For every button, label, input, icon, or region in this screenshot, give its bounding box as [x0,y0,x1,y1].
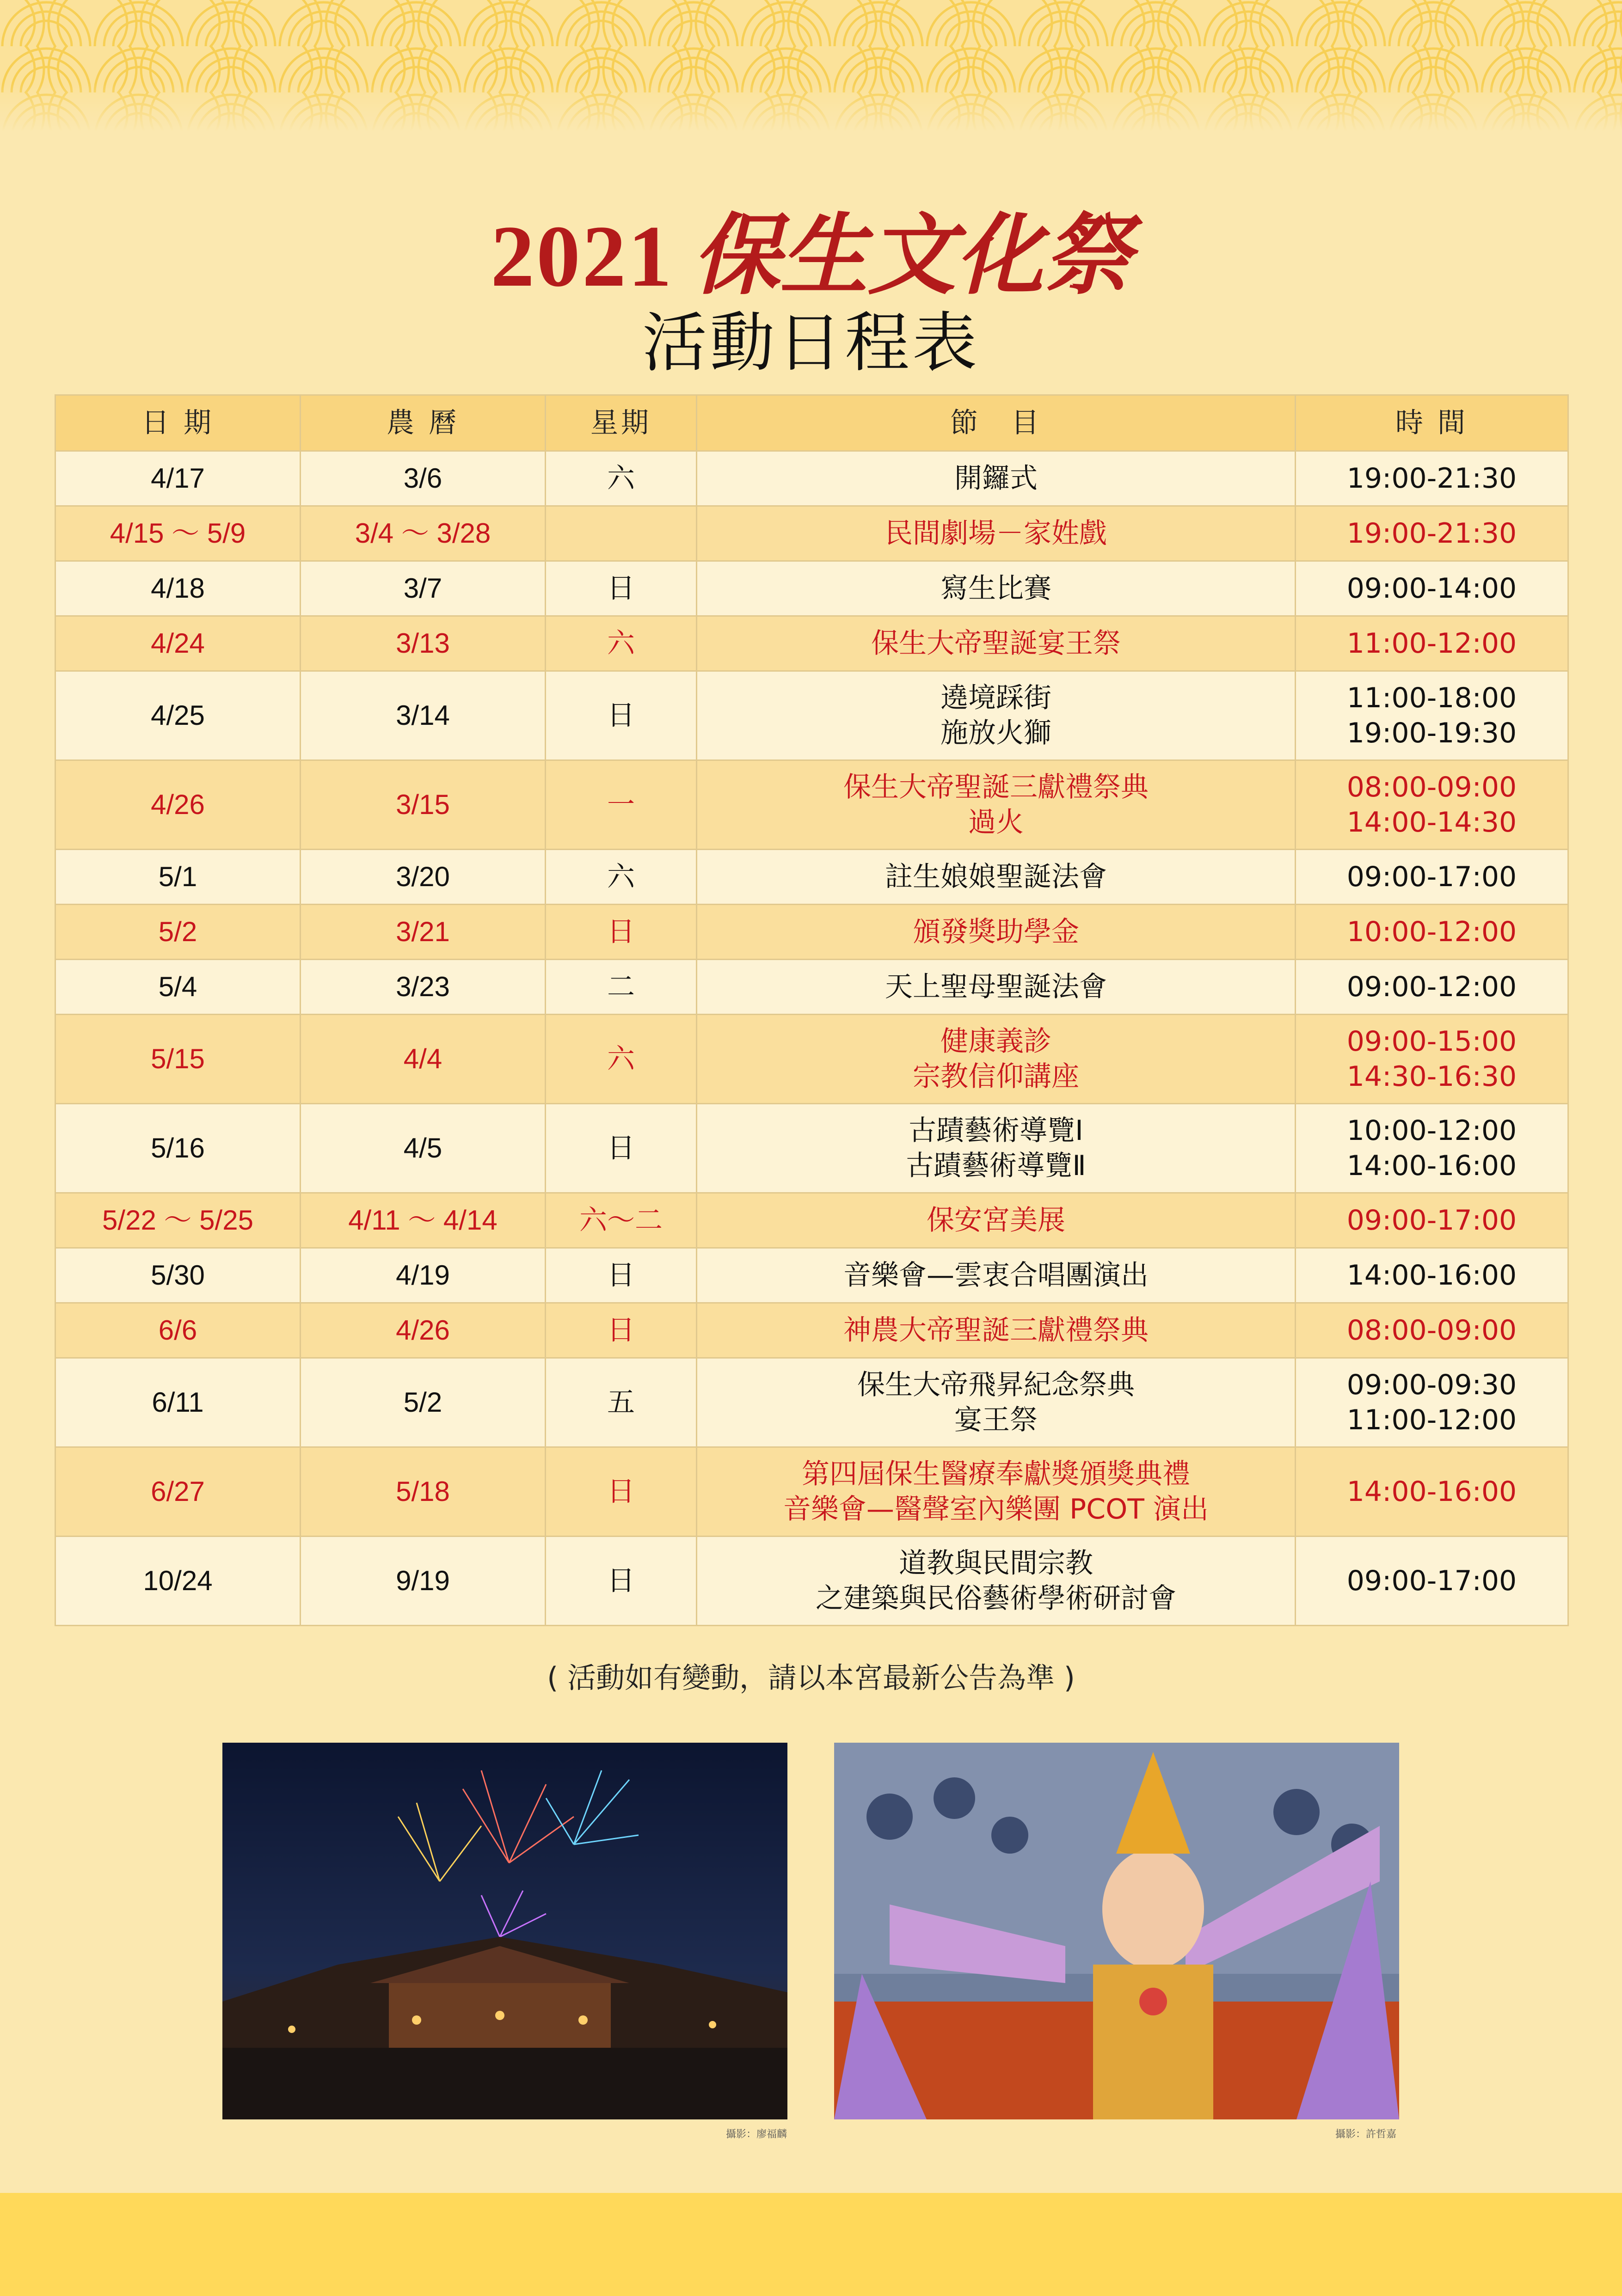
event-line: 古蹟藝術導覽Ⅱ [906,1150,1086,1182]
time-line: 08:00-09:00 [1346,1314,1517,1347]
header-event: 節 目 [697,395,1296,451]
lunar-cell: 4/4 [301,1015,546,1104]
page-subtitle: 活動日程表 [642,306,980,381]
weekday-cell: 六～二 [546,1193,697,1248]
event-line: 開鑼式 [954,462,1038,495]
weekday-cell: 日 [546,905,697,960]
event-cell [697,1193,1296,1248]
header-date: 日 期 [55,395,301,451]
event-line: 保生大帝聖誕三獻禮祭典 [843,771,1149,803]
dancer-photo [834,1743,1399,2119]
event-line: 保安宮美展 [927,1204,1065,1237]
event-line: 天上聖母聖誕法會 [885,971,1107,1003]
title-brand: 保生文化祭 [692,203,1131,306]
time-cell [1296,905,1568,960]
table-row [55,1193,1568,1248]
event-line: 第四屆保生醫療奉獻獎頒獎典禮 [802,1458,1190,1490]
fireworks-temple-photo [222,1743,787,2119]
event-line: 施放火獅 [940,717,1051,749]
weekday-cell: 日 [546,1303,697,1358]
weekday-cell: 二 [546,960,697,1015]
table-header-row [55,395,1568,451]
weekday-cell: 六 [546,451,697,506]
event-cell [697,905,1296,960]
weekday-cell: 日 [546,1104,697,1193]
event-line: 宗教信仰講座 [913,1060,1079,1093]
event-cell [697,1015,1296,1104]
time-line: 10:00-12:00 [1346,1114,1517,1147]
header-time: 時 間 [1296,395,1568,451]
table-row [55,960,1568,1015]
time-line: 08:00-09:00 [1346,771,1517,803]
table-row [55,1015,1568,1104]
event-cell [697,1303,1296,1358]
weekday-cell: 日 [546,1537,697,1626]
table-row [55,850,1568,905]
lunar-cell: 3/14 [301,671,546,760]
time-cell [1296,561,1568,616]
lunar-cell: 3/23 [301,960,546,1015]
date-cell: 4/17 [55,451,301,506]
time-cell [1296,1015,1568,1104]
table-row [55,1358,1568,1447]
date-cell: 4/18 [55,561,301,616]
lunar-cell: 4/11 ～ 4/14 [301,1193,546,1248]
event-line: 註生娘娘聖誕法會 [885,861,1107,893]
time-line: 09:00-17:00 [1346,1565,1517,1597]
lunar-cell: 3/15 [301,760,546,850]
time-line: 09:00-15:00 [1346,1025,1517,1058]
date-cell: 6/11 [55,1358,301,1447]
time-line: 11:00-12:00 [1346,1404,1517,1436]
time-line: 14:00-16:00 [1346,1476,1517,1508]
lunar-cell: 5/18 [301,1447,546,1537]
event-cell [697,671,1296,760]
time-line: 14:30-16:30 [1346,1060,1517,1093]
time-cell [1296,850,1568,905]
event-cell [697,1447,1296,1537]
time-line: 19:00-21:30 [1346,462,1517,495]
weekday-cell: 一 [546,760,697,850]
time-cell [1296,1358,1568,1447]
time-line: 14:00-14:30 [1346,806,1517,839]
lunar-cell: 5/2 [301,1358,546,1447]
event-line: 神農大帝聖誕三獻禮祭典 [843,1314,1149,1347]
date-cell: 5/22 ～ 5/25 [55,1193,301,1248]
weekday-cell: 日 [546,561,697,616]
event-cell [697,960,1296,1015]
event-line: 古蹟藝術導覽Ⅰ [909,1114,1083,1147]
time-line: 09:00-09:30 [1346,1369,1517,1401]
event-cell [697,760,1296,850]
weekday-cell: 日 [546,671,697,760]
time-line: 19:00-19:30 [1346,717,1517,749]
event-line: 頒發獎助學金 [913,916,1079,948]
lunar-cell: 3/20 [301,850,546,905]
lunar-cell: 9/19 [301,1537,546,1626]
time-cell [1296,1193,1568,1248]
table-row [55,905,1568,960]
time-line: 09:00-17:00 [1346,861,1517,893]
date-cell: 4/26 [55,760,301,850]
time-cell [1296,506,1568,561]
time-line: 09:00-14:00 [1346,572,1517,605]
table-row [55,561,1568,616]
table-row [55,616,1568,671]
lunar-cell: 3/4 ～ 3/28 [301,506,546,561]
event-line: 過火 [968,806,1024,839]
event-cell [697,506,1296,561]
weekday-cell: 六 [546,1015,697,1104]
lunar-cell: 3/6 [301,451,546,506]
event-line: 道教與民間宗教 [899,1547,1093,1580]
time-line: 09:00-12:00 [1346,971,1517,1003]
weekday-cell: 六 [546,616,697,671]
time-line: 11:00-18:00 [1346,682,1517,714]
date-cell: 5/1 [55,850,301,905]
scallop-pattern-decoration [0,0,1622,132]
date-cell: 5/2 [55,905,301,960]
table-row [55,1104,1568,1193]
date-cell: 5/4 [55,960,301,1015]
event-cell [697,451,1296,506]
bottom-band-decoration [0,2193,1622,2296]
title-year: 2021 [490,208,674,305]
date-cell: 10/24 [55,1537,301,1626]
lunar-cell: 3/21 [301,905,546,960]
weekday-cell: 日 [546,1447,697,1537]
photo-credit-1: 攝影：廖福麟 [726,2129,787,2140]
event-line: 寫生比賽 [940,572,1051,605]
time-cell [1296,451,1568,506]
schedule-body [55,451,1568,1626]
time-line: 14:00-16:00 [1346,1150,1517,1182]
time-cell [1296,1537,1568,1626]
time-cell [1296,616,1568,671]
table-row [55,1248,1568,1303]
event-line: 遶境踩街 [940,682,1051,714]
event-line: 民間劇場－家姓戲 [885,517,1107,550]
event-cell [697,616,1296,671]
time-line: 10:00-12:00 [1346,916,1517,948]
lunar-cell: 3/13 [301,616,546,671]
time-line: 14:00-16:00 [1346,1259,1517,1292]
event-cell [697,1358,1296,1447]
change-notice: ( 活動如有變動，請以本宮最新公告為準 ) [547,1661,1075,1695]
table-row [55,671,1568,760]
date-cell: 6/6 [55,1303,301,1358]
date-cell: 4/25 [55,671,301,760]
time-cell [1296,671,1568,760]
time-cell [1296,960,1568,1015]
header-lunar: 農 曆 [301,395,546,451]
time-cell [1296,1303,1568,1358]
schedule-table [55,394,1569,1626]
time-line: 19:00-21:30 [1346,517,1517,550]
event-line: 之建築與民俗藝術學術研討會 [816,1582,1176,1615]
time-line: 09:00-17:00 [1346,1204,1517,1237]
event-cell [697,1537,1296,1626]
event-cell [697,1104,1296,1193]
date-cell: 5/16 [55,1104,301,1193]
weekday-cell: 五 [546,1358,697,1447]
weekday-cell [546,506,697,561]
date-cell: 5/15 [55,1015,301,1104]
time-cell [1296,760,1568,850]
event-cell [697,850,1296,905]
event-line: 健康義診 [940,1025,1051,1058]
date-cell: 5/30 [55,1248,301,1303]
date-cell: 4/24 [55,616,301,671]
lunar-cell: 4/26 [301,1303,546,1358]
table-row [55,451,1568,506]
table-row [55,1537,1568,1626]
event-line: 保生大帝飛昇紀念祭典 [857,1369,1135,1401]
event-cell [697,561,1296,616]
lunar-cell: 4/5 [301,1104,546,1193]
event-cell [697,1248,1296,1303]
time-line: 11:00-12:00 [1346,627,1517,660]
weekday-cell: 日 [546,1248,697,1303]
table-row [55,1303,1568,1358]
time-cell [1296,1104,1568,1193]
weekday-cell: 六 [546,850,697,905]
photo-credit-2: 攝影：許哲嘉 [1335,2129,1397,2140]
date-cell: 6/27 [55,1447,301,1537]
time-cell [1296,1447,1568,1537]
event-line: 音樂會—雲衷合唱團演出 [843,1259,1149,1292]
event-line: 保生大帝聖誕宴王祭 [871,627,1121,660]
lunar-cell: 4/19 [301,1248,546,1303]
event-line: 宴王祭 [954,1404,1038,1436]
table-row [55,760,1568,850]
time-cell [1296,1248,1568,1303]
table-row [55,506,1568,561]
event-line: 音樂會—醫聲室內樂團 PCOT 演出 [783,1493,1209,1525]
lunar-cell: 3/7 [301,561,546,616]
date-cell: 4/15 ～ 5/9 [55,506,301,561]
table-row [55,1447,1568,1537]
header-weekday: 星期 [546,395,697,451]
